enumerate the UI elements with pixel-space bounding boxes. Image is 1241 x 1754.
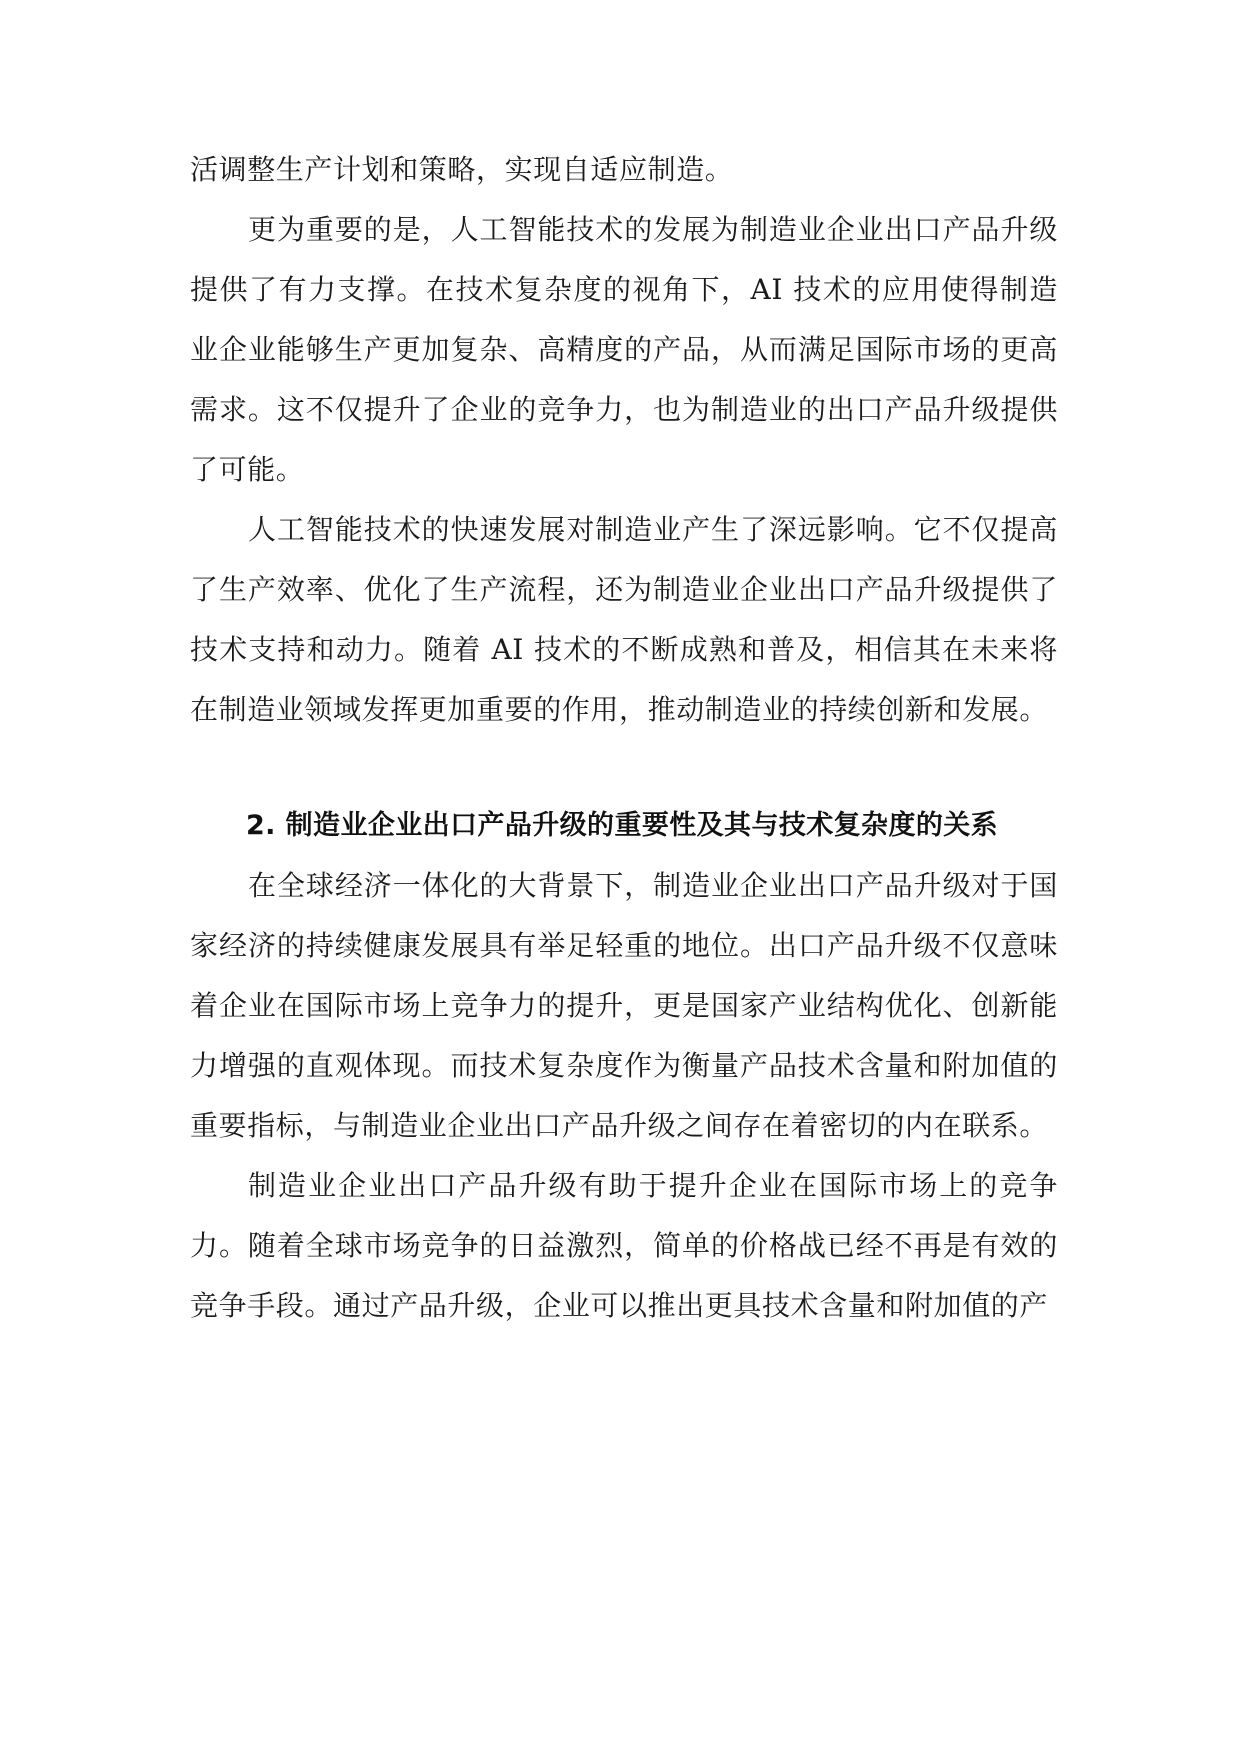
paragraph-continuation: 活调整生产计划和策略，实现自适应制造。 (190, 153, 734, 186)
paragraph: 人工智能技术的快速发展对制造业产生了深远影响。它不仅提高了生产效率、优化了生产流程，还为制造业企业出口产品升级提供了技术支持和动力。随着 AI 技术的不断成熟和普及，相信其在未来将在制造业领域发挥更加重要的作用，推动制造业的持续创新和发展。 (190, 513, 1058, 726)
paragraph: 在全球经济一体化的大背景下，制造业企业出口产品升级对于国家经济的持续健康发展具有举足轻重的地位。出口产品升级不仅意味着企业在国际市场上竞争力的提升，更是国家产业结构优化、创新能力增强的直观体现。而技术复杂度作为衡量产品技术含量和附加值的重要指标，与制造业企业出口产品升级之间存在着密切的内在联系。 (190, 869, 1058, 1142)
section-heading: 2. 制造业企业出口产品升级的重要性及其与技术复杂度的关系 (246, 810, 999, 841)
document-body (190, 140, 1058, 1336)
paragraph: 更为重要的是，人工智能技术的发展为制造业企业出口产品升级提供了有力支撑。在技术复杂度的视角下，AI 技术的应用使得制造业企业能够生产更加复杂、高精度的产品，从而满足国际市场的更高需求。这不仅提升了企业的竞争力，也为制造业的出口产品升级提供了可能。 (190, 213, 1058, 486)
paragraph: 制造业企业出口产品升级有助于提升企业在国际市场上的竞争力。随着全球市场竞争的日益激烈，简单的价格战已经不再是有效的竞争手段。通过产品升级，企业可以推出更具技术含量和附加值的产 (190, 1169, 1058, 1322)
